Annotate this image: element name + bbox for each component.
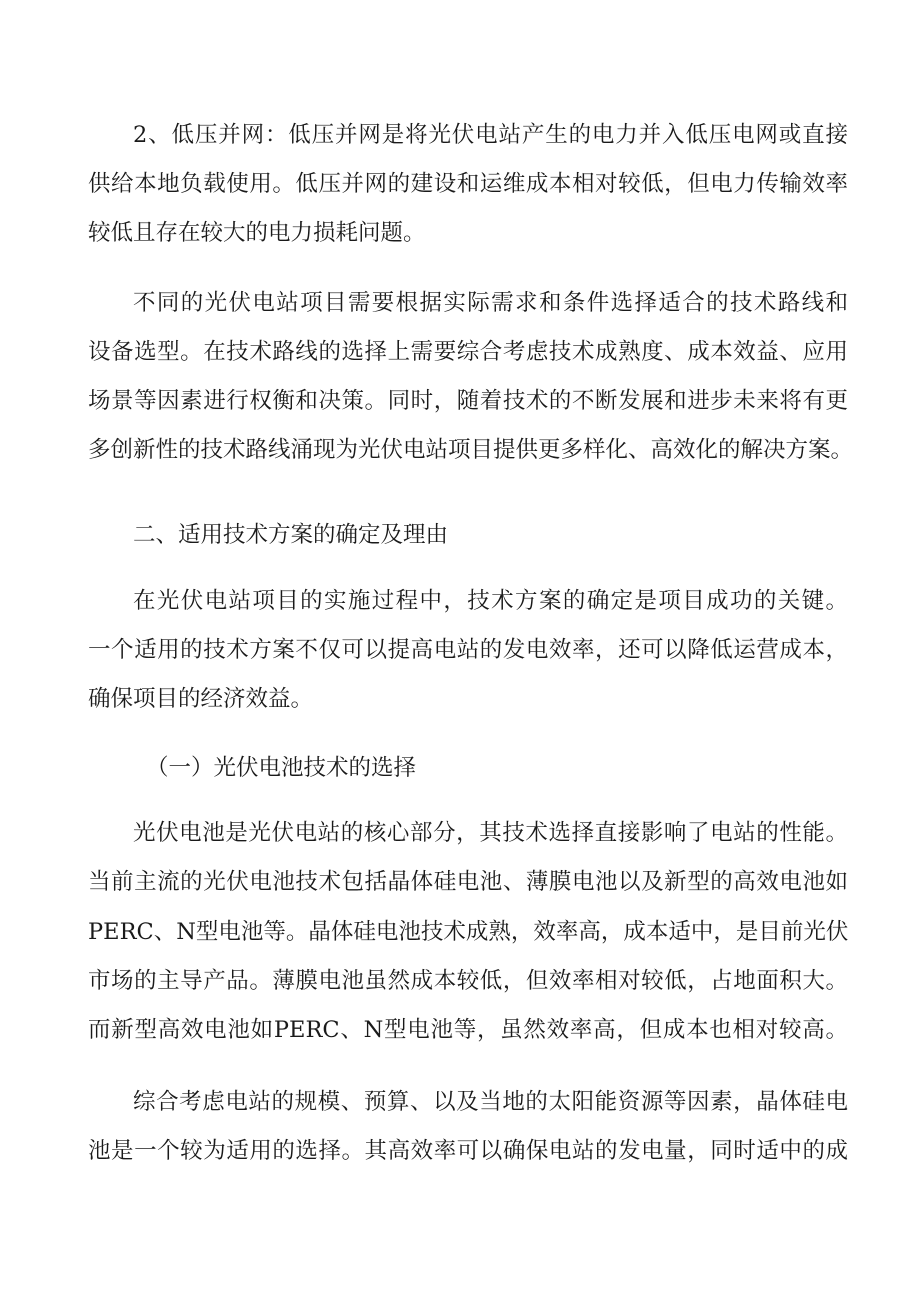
paragraph-line: 2、低压并网：低压并网是将光伏电站产生的电力并入低压电网或直接	[133, 122, 848, 148]
paragraph-line: 一个适用的技术方案不仅可以提高电站的发电效率，还可以降低运营成本，	[88, 637, 848, 663]
paragraph-line: 在光伏电站项目的实施过程中，技术方案的确定是项目成功的关键。	[133, 588, 848, 614]
paragraph-line: 而新型高效电池如PERC、N型电池等，虽然效率高，但成本也相对较高。	[88, 1017, 848, 1043]
paragraph-line: 多创新性的技术路线涌现为光伏电站项目提供更多样化、高效化的解决方案。	[88, 437, 854, 463]
paragraph-line: 当前主流的光伏电池技术包括晶体硅电池、薄膜电池以及新型的高效电池如	[88, 869, 848, 895]
subsection-heading: （一）光伏电池技术的选择	[146, 755, 417, 781]
paragraph-line: 池是一个较为适用的选择。其高效率可以确保电站的发电量，同时适中的成	[88, 1138, 848, 1164]
section-heading: 二、适用技术方案的确定及理由	[133, 522, 449, 548]
paragraph-line: 设备选型。在技术路线的选择上需要综合考虑技术成熟度、成本效益、应用	[88, 339, 848, 365]
paragraph-line: 场景等因素进行权衡和决策。同时，随着技术的不断发展和进步未来将有更	[88, 388, 848, 414]
paragraph-line: 不同的光伏电站项目需要根据实际需求和条件选择适合的技术路线和	[133, 290, 848, 316]
paragraph-line: 较低且存在较大的电力损耗问题。	[88, 220, 426, 246]
paragraph-line: 供给本地负载使用。低压并网的建设和运维成本相对较低，但电力传输效率	[88, 171, 848, 197]
paragraph-line: 市场的主导产品。薄膜电池虽然成本较低，但效率相对较低，占地面积大。	[88, 968, 848, 994]
paragraph-line: PERC、N型电池等。晶体硅电池技术成熟，效率高，成本适中，是目前光伏	[88, 919, 849, 945]
paragraph-line: 综合考虑电站的规模、预算、以及当地的太阳能资源等因素，晶体硅电	[133, 1089, 848, 1115]
paragraph-line: 光伏电池是光伏电站的核心部分，其技术选择直接影响了电站的性能。	[133, 820, 848, 846]
paragraph-line: 确保项目的经济效益。	[88, 686, 314, 712]
